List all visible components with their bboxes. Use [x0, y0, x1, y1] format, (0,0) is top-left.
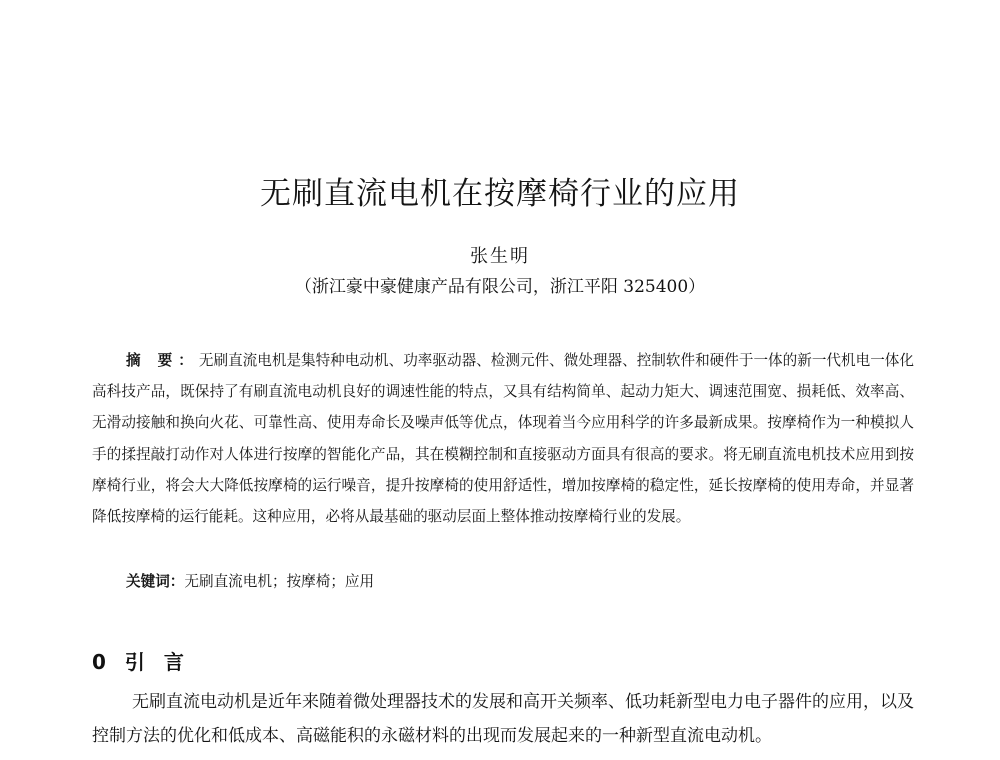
abstract-label: 摘 要： — [126, 352, 199, 369]
abstract-paragraph — [92, 345, 914, 532]
paper-title: 无刷直流电机在按摩椅行业的应用 — [260, 176, 740, 212]
author-affiliation: （浙江豪中豪健康产品有限公司，浙江平阳 325400） — [294, 277, 706, 297]
introduction-paragraph: 无刷直流电动机是近年来随着微处理器技术的发展和高开关频率、低功耗新型电力电子器件的应用，以及控制方法的优化和低成本、高磁能积的永磁材料的出现而发展起来的一种新型直流电动机。 — [92, 692, 914, 746]
keywords-line — [126, 566, 374, 597]
author-name: 张生明 — [470, 246, 530, 267]
section-heading-introduction: 0 引 言 — [92, 650, 190, 674]
keywords-text: 无刷直流电机；按摩椅；应用 — [184, 573, 375, 590]
keywords-label: 关键词： — [126, 573, 185, 590]
abstract-text: 无刷直流电机是集特种电动机、功率驱动器、检测元件、微处理器、控制软件和硬件于一体的新一代机电一体化高科技产品，既保持了有刷直流电动机良好的调速性能的特点，又具有结构简单、起动力矩大、调速范围宽、损耗低、效率高、无滑动接触和换向火花、可靠性高、使用寿命长及噪声低等优点，体现着当今应用科学的许多最新成果。按摩椅作为一种模拟人手的揉捏敲打动作对人体进行按摩的智能化产品，其在模糊控制和直接驱动方面具有很高的要求。将无刷直流电机技术应用到按摩椅行业，将会大大降低按摩椅的运行噪音，提升按摩椅的使用舒适性，增加按摩椅的稳定性，延长按摩椅的使用寿命，并显著降低按摩椅的运行能耗。这种应用，必将从最基础的驱动层面上整体推动按摩椅行业的发展。 — [92, 352, 914, 526]
